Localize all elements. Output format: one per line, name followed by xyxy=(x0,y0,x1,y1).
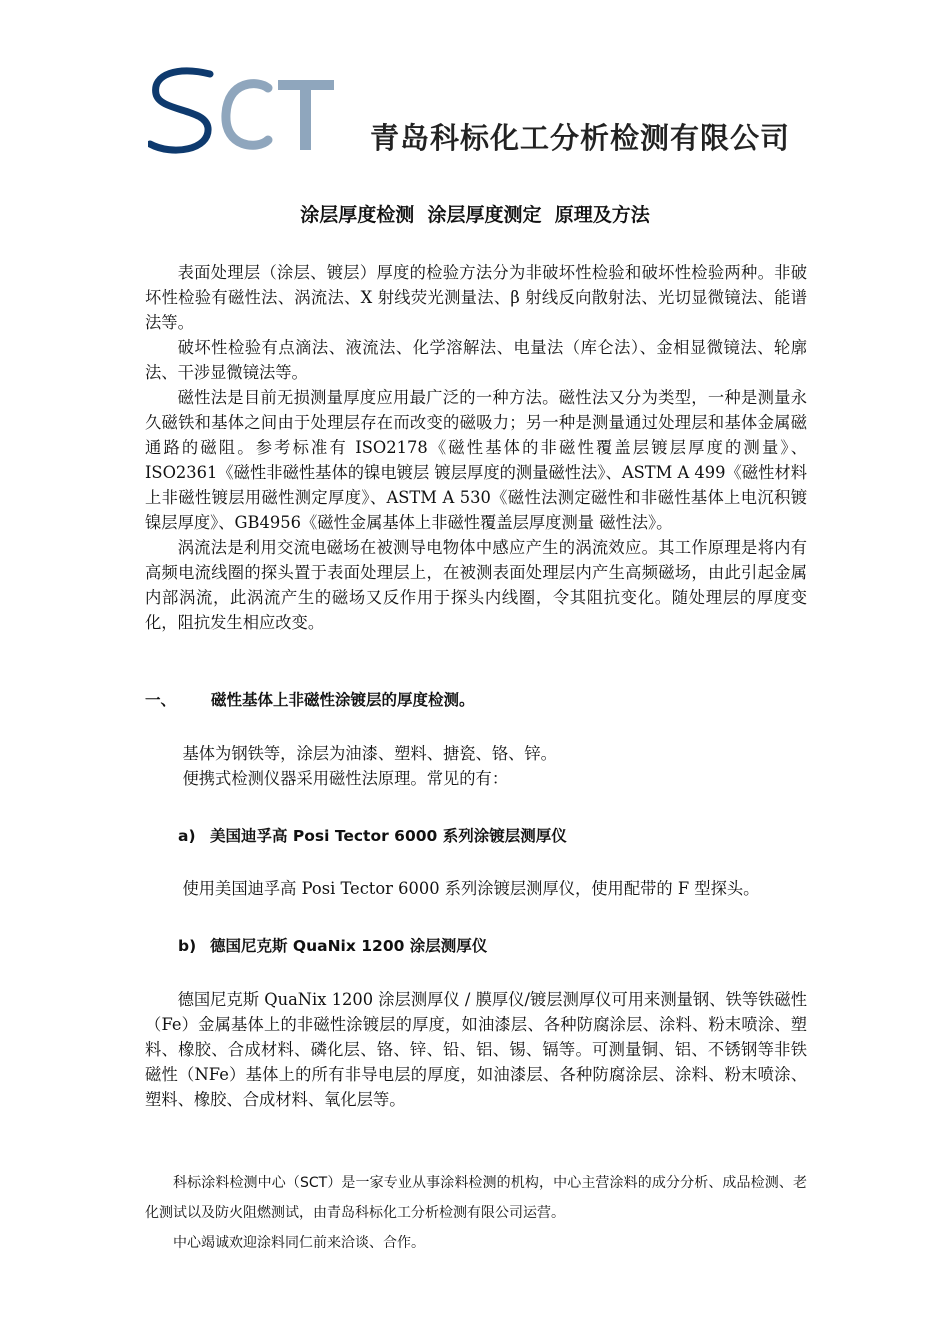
sct-logo-icon xyxy=(148,66,338,158)
intro-paragraph: 涡流法是利用交流电磁场在被测导电物体中感应产生的涡流效应。其工作原理是将内有高频电流线圈的探头置于表面处理层上，在被测表面处理层内产生高频磁场，由此引起金属内部涡流，此涡流产生的磁场又反作用于探头内线圈，令其阻抗变化。随处理层的厚度变化，阻抗发生相应改变。 xyxy=(145,538,807,632)
item-b-marker: b) xyxy=(178,937,197,955)
footer-paragraph: 科标涂料检测中心（SCT）是一家专业从事涂料检测的机构，中心主营涂料的成分分析、成品检测、老化测试以及防火阻燃测试，由青岛科标化工分析检测有限公司运营。 xyxy=(145,1175,807,1221)
section-heading xyxy=(145,688,475,710)
section-heading-text: 磁性基体上非磁性涂镀层的厚度检测。 xyxy=(211,691,475,709)
section-line: 基体为钢铁等，涂层为油漆、塑料、搪瓷、铬、锌。 xyxy=(182,744,557,763)
item-a-marker: a) xyxy=(178,827,196,845)
item-a-heading xyxy=(178,824,567,846)
page-title: 涂层厚度检测 涂层厚度测定 原理及方法 xyxy=(300,204,650,226)
footer-closing: 中心竭诚欢迎涂料同仁前来洽谈、合作。 xyxy=(173,1235,425,1251)
item-a-text: 使用美国迪孚高 Posi Tector 6000 系列涂镀层测厚仪，使用配带的 F 型探头。 xyxy=(182,879,760,898)
item-b-heading-text: 德国尼克斯 QuaNix 1200 涂层测厚仪 xyxy=(210,937,488,955)
company-name: 青岛科标化工分析检测有限公司 xyxy=(370,121,791,155)
item-b-body xyxy=(145,987,807,1112)
section-lines xyxy=(145,741,557,791)
intro-paragraph: 磁性法是目前无损测量厚度应用最广泛的一种方法。磁性法又分为类型，一种是测量永久磁铁和基体之间由于处理层存在而改变的磁吸力；另一种是测量通过处理层和基体金属磁通路的磁阻。参考标准有 ISO2178《磁性基体的非磁性覆盖层镀层厚度的测量》、ISO2361《磁性非磁性基体的镍电镀层 镀层厚度的测量磁性法》、ASTM A 499《磁性材料上非磁性镀层用磁性测定厚度》、ASTM A 530《磁性法测定磁性和非磁性基体上电沉积镀镍层厚度》、GB4956《磁性金属基体上非磁性覆盖层厚度测量 磁性法》。 xyxy=(145,388,807,532)
intro-text xyxy=(145,260,807,635)
intro-paragraph: 表面处理层（涂层、镀层）厚度的检验方法分为非破坏性检验和破坏性检验两种。非破坏性检验有磁性法、涡流法、X 射线荧光测量法、β 射线反向散射法、光切显微镜法、能谱法等。 xyxy=(145,263,807,332)
item-b-heading xyxy=(178,934,487,956)
item-a-body xyxy=(145,876,759,901)
item-a-heading-text: 美国迪孚高 Posi Tector 6000 系列涂镀层测厚仪 xyxy=(210,827,567,845)
item-b-text: 德国尼克斯 QuaNix 1200 涂层测厚仪 / 膜厚仪/镀层测厚仪可用来测量钢、铁等铁磁性（Fe）金属基体上的非磁性涂镀层的厚度，如油漆层、各种防腐涂层、涂料、粉末喷涂、塑料、橡胶、合成材料、磷化层、铬、锌、铅、铝、锡、镉等。可测量铜、铝、不锈钢等非铁磁性（NFe）基体上的所有非导电层的厚度，如油漆层、各种防腐涂层、涂料、粉末喷涂、塑料、橡胶、合成材料、氧化层等。 xyxy=(145,990,807,1109)
section-line: 便携式检测仪器采用磁性法原理。常见的有： xyxy=(182,769,509,788)
intro-paragraph: 破坏性检验有点滴法、液流法、化学溶解法、电量法（库仑法）、金相显微镜法、轮廓法、干涉显微镜法等。 xyxy=(145,338,807,382)
footer xyxy=(145,1168,807,1258)
section-number: 一、 xyxy=(145,691,177,709)
